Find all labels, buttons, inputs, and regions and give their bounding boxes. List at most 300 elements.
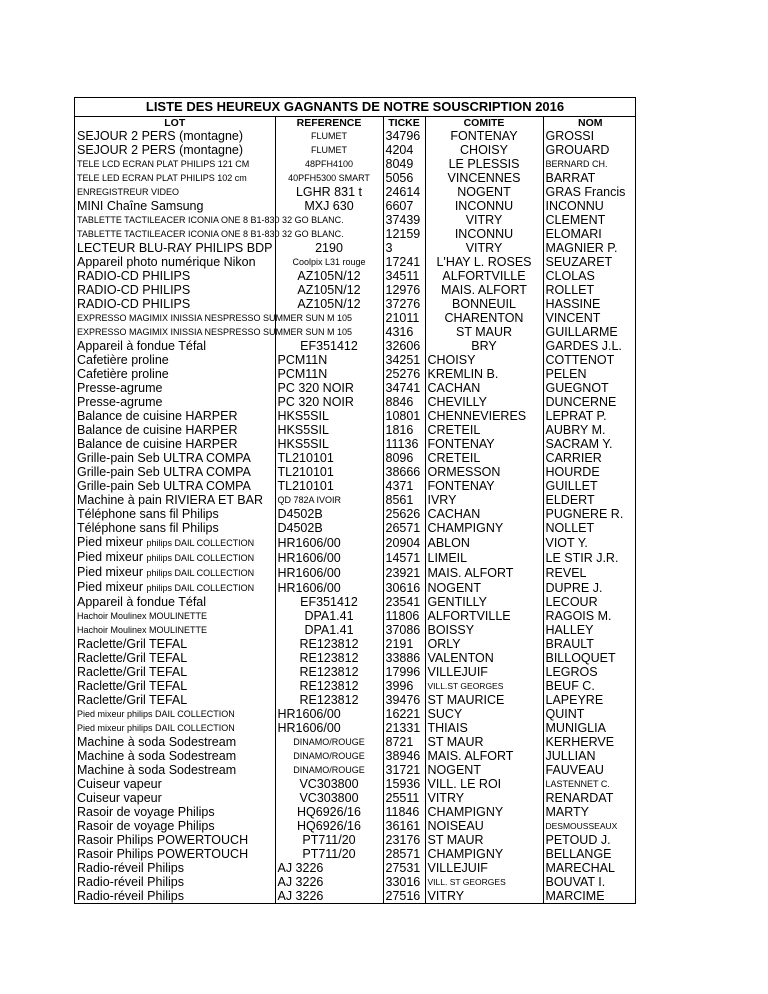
cell-reference: AZ105N/12 bbox=[275, 297, 383, 311]
cell-lot bbox=[75, 889, 275, 903]
cell-lot bbox=[75, 651, 275, 665]
cell-nom: FAUVEAU bbox=[543, 763, 637, 777]
cell-reference: HR1606/00 bbox=[275, 580, 383, 595]
cell-lot bbox=[75, 143, 275, 157]
cell-lot bbox=[75, 199, 275, 213]
lot-text: Radio-réveil Philips bbox=[77, 861, 184, 875]
cell-comite: BOISSY bbox=[425, 623, 543, 637]
cell-nom: MAGNIER P. bbox=[543, 241, 637, 255]
cell-reference: FLUMET bbox=[275, 143, 383, 157]
table-row bbox=[75, 609, 637, 623]
cell-nom: KERHERVE bbox=[543, 735, 637, 749]
cell-comite: ABLON bbox=[425, 535, 543, 550]
table-row bbox=[75, 749, 637, 763]
cell-comite: IVRY bbox=[425, 493, 543, 507]
lot-text: TABLETTE TACTILEACER ICONIA ONE 8 B1-830 32 GO BLANC. bbox=[77, 229, 344, 239]
cell-ticket: 26571 bbox=[383, 521, 425, 535]
cell-nom: MUNIGLIA bbox=[543, 721, 637, 735]
lot-text: Presse-agrume bbox=[77, 381, 163, 395]
lot-text: Raclette/Gril TEFAL bbox=[77, 651, 188, 665]
cell-nom: MARCIME bbox=[543, 889, 637, 903]
table-row bbox=[75, 367, 637, 381]
table-row bbox=[75, 395, 637, 409]
cell-nom: HOURDE bbox=[543, 465, 637, 479]
lot-text: Machine à soda Sodestream bbox=[77, 749, 237, 763]
cell-ticket: 8721 bbox=[383, 735, 425, 749]
table-row bbox=[75, 409, 637, 423]
cell-comite: VILL. LE ROI bbox=[425, 777, 543, 791]
table-row bbox=[75, 157, 637, 171]
cell-lot bbox=[75, 157, 275, 171]
lot-text: Raclette/Gril TEFAL bbox=[77, 679, 188, 693]
table-row bbox=[75, 451, 637, 465]
lot-text: Rasoir de voyage Philips bbox=[77, 805, 215, 819]
lot-text: RADIO-CD PHILIPS bbox=[77, 283, 191, 297]
lot-text: SEJOUR 2 PERS (montagne) bbox=[77, 143, 244, 157]
table-row bbox=[75, 507, 637, 521]
table-row bbox=[75, 735, 637, 749]
cell-lot bbox=[75, 819, 275, 833]
cell-nom: BARRAT bbox=[543, 171, 637, 185]
cell-nom: JULLIAN bbox=[543, 749, 637, 763]
table-row bbox=[75, 861, 637, 875]
cell-nom: GRAS Francis bbox=[543, 185, 637, 199]
cell-comite: VITRY bbox=[425, 241, 543, 255]
cell-ticket: 3996 bbox=[383, 679, 425, 693]
cell-comite: MAIS. ALFORT bbox=[425, 283, 543, 297]
cell-lot bbox=[75, 693, 275, 707]
cell-lot bbox=[75, 805, 275, 819]
lot-text: SEJOUR 2 PERS (montagne) bbox=[77, 129, 244, 143]
cell-ticket: 1816 bbox=[383, 423, 425, 437]
table-row bbox=[75, 875, 637, 889]
cell-ticket: 16221 bbox=[383, 707, 425, 721]
cell-nom: DUNCERNE bbox=[543, 395, 637, 409]
cell-nom: NOLLET bbox=[543, 521, 637, 535]
table-row bbox=[75, 791, 637, 805]
winners-sheet bbox=[74, 97, 636, 904]
table-row bbox=[75, 535, 637, 550]
lot-text: Pied mixeur bbox=[77, 565, 143, 579]
cell-ticket: 8846 bbox=[383, 395, 425, 409]
cell-reference: TL210101 bbox=[275, 479, 383, 493]
cell-ticket: 34741 bbox=[383, 381, 425, 395]
cell-nom: INCONNU bbox=[543, 199, 637, 213]
cell-nom: REVEL bbox=[543, 565, 637, 580]
cell-reference: LGHR 831 t bbox=[275, 185, 383, 199]
cell-ticket: 2191 bbox=[383, 637, 425, 651]
cell-ticket: 8049 bbox=[383, 157, 425, 171]
table-row bbox=[75, 777, 637, 791]
table-row bbox=[75, 763, 637, 777]
cell-nom: CARRIER bbox=[543, 451, 637, 465]
cell-reference: FLUMET bbox=[275, 129, 383, 143]
cell-lot bbox=[75, 367, 275, 381]
cell-ticket: 32606 bbox=[383, 339, 425, 353]
lot-text: Rasoir Philips POWERTOUCH bbox=[77, 847, 249, 861]
table-row bbox=[75, 325, 637, 339]
table-row bbox=[75, 213, 637, 227]
cell-lot bbox=[75, 833, 275, 847]
cell-nom: RENARDAT bbox=[543, 791, 637, 805]
cell-lot bbox=[75, 791, 275, 805]
lot-text: Grille-pain Seb ULTRA COMPA bbox=[77, 479, 251, 493]
table-row bbox=[75, 819, 637, 833]
cell-ticket: 25626 bbox=[383, 507, 425, 521]
cell-reference: HKS5SIL bbox=[275, 437, 383, 451]
table-row bbox=[75, 185, 637, 199]
cell-lot bbox=[75, 423, 275, 437]
cell-ticket: 33016 bbox=[383, 875, 425, 889]
cell-lot bbox=[75, 847, 275, 861]
cell-nom: BELLANGE bbox=[543, 847, 637, 861]
lot-text: Balance de cuisine HARPER bbox=[77, 409, 238, 423]
cell-lot bbox=[75, 535, 275, 550]
lot-text: Cuiseur vapeur bbox=[77, 791, 162, 805]
cell-reference: RE123812 bbox=[275, 651, 383, 665]
cell-lot bbox=[75, 269, 275, 283]
cell-lot bbox=[75, 861, 275, 875]
lot-text: Pied mixeur bbox=[77, 550, 143, 564]
cell-lot bbox=[75, 637, 275, 651]
lot-detail-text: philips DAIL COLLECTION bbox=[146, 538, 255, 548]
table-row bbox=[75, 241, 637, 255]
cell-nom: VINCENT bbox=[543, 311, 637, 325]
table-row bbox=[75, 199, 637, 213]
cell-lot bbox=[75, 465, 275, 479]
cell-reference: D4502B bbox=[275, 521, 383, 535]
cell-comite: CACHAN bbox=[425, 381, 543, 395]
lot-text: Pied mixeur philips DAIL COLLECTION bbox=[77, 723, 235, 733]
table-row bbox=[75, 565, 637, 580]
cell-ticket: 25511 bbox=[383, 791, 425, 805]
cell-lot bbox=[75, 507, 275, 521]
lot-text: Appareil photo numérique Nikon bbox=[77, 255, 256, 269]
cell-lot bbox=[75, 707, 275, 721]
cell-nom: GUILLARME bbox=[543, 325, 637, 339]
table-row bbox=[75, 595, 637, 609]
cell-comite: ST MAUR bbox=[425, 735, 543, 749]
cell-lot bbox=[75, 749, 275, 763]
lot-text: Téléphone sans fil Philips bbox=[77, 507, 219, 521]
cell-comite: CHOISY bbox=[425, 143, 543, 157]
cell-lot bbox=[75, 521, 275, 535]
cell-ticket: 37086 bbox=[383, 623, 425, 637]
cell-comite: ST MAUR bbox=[425, 325, 543, 339]
winners-table bbox=[75, 117, 637, 903]
lot-text: Radio-réveil Philips bbox=[77, 875, 184, 889]
cell-reference: AJ 3226 bbox=[275, 875, 383, 889]
table-row bbox=[75, 479, 637, 493]
lot-text: TELE LED ECRAN PLAT PHILIPS 102 cm bbox=[77, 173, 247, 183]
lot-text: Raclette/Gril TEFAL bbox=[77, 637, 188, 651]
cell-lot bbox=[75, 580, 275, 595]
cell-ticket: 23541 bbox=[383, 595, 425, 609]
lot-detail-text: philips DAIL COLLECTION bbox=[146, 568, 255, 578]
cell-ticket: 39476 bbox=[383, 693, 425, 707]
cell-nom: ROLLET bbox=[543, 283, 637, 297]
table-row bbox=[75, 693, 637, 707]
cell-lot bbox=[75, 227, 344, 241]
cell-reference: Coolpix L31 rouge bbox=[275, 255, 383, 269]
cell-lot bbox=[75, 339, 275, 353]
cell-comite: NOGENT bbox=[425, 580, 543, 595]
cell-reference: D4502B bbox=[275, 507, 383, 521]
cell-lot bbox=[75, 171, 275, 185]
cell-ticket: 11806 bbox=[383, 609, 425, 623]
cell-lot bbox=[75, 213, 344, 227]
lot-text: LECTEUR BLU-RAY PHILIPS BDP bbox=[77, 241, 273, 255]
cell-lot bbox=[75, 451, 275, 465]
lot-text: ENREGISTREUR VIDEO bbox=[77, 187, 180, 197]
cell-reference: DPA1.41 bbox=[275, 609, 383, 623]
cell-nom: PUGNERE R. bbox=[543, 507, 637, 521]
cell-ticket: 30616 bbox=[383, 580, 425, 595]
cell-ticket: 8096 bbox=[383, 451, 425, 465]
cell-reference: DINAMO/ROUGE bbox=[275, 749, 383, 763]
cell-reference: RE123812 bbox=[275, 679, 383, 693]
cell-nom: HASSINE bbox=[543, 297, 637, 311]
cell-lot bbox=[75, 479, 275, 493]
table-row bbox=[75, 269, 637, 283]
lot-text: MINI Chaîne Samsung bbox=[77, 199, 204, 213]
cell-lot bbox=[75, 311, 353, 325]
lot-text: Cuiseur vapeur bbox=[77, 777, 162, 791]
cell-reference: HR1606/00 bbox=[275, 550, 383, 565]
cell-ticket: 15936 bbox=[383, 777, 425, 791]
cell-nom: BOUVAT I. bbox=[543, 875, 637, 889]
cell-lot bbox=[75, 735, 275, 749]
table-row bbox=[75, 353, 637, 367]
cell-ticket: 37439 bbox=[383, 213, 425, 227]
cell-nom: CLOLAS bbox=[543, 269, 637, 283]
cell-nom: LASTENNET C. bbox=[543, 777, 637, 791]
table-row bbox=[75, 521, 637, 535]
cell-nom: ELDERT bbox=[543, 493, 637, 507]
cell-ticket: 6607 bbox=[383, 199, 425, 213]
cell-ticket: 21011 bbox=[383, 311, 425, 325]
cell-ticket: 20904 bbox=[383, 535, 425, 550]
cell-reference: EF351412 bbox=[275, 339, 383, 353]
cell-reference: PT711/20 bbox=[275, 833, 383, 847]
cell-reference: 2190 bbox=[275, 241, 383, 255]
cell-comite: MAIS. ALFORT bbox=[425, 749, 543, 763]
lot-text: Grille-pain Seb ULTRA COMPA bbox=[77, 451, 251, 465]
cell-reference: 40PFH5300 SMART bbox=[275, 171, 383, 185]
sheet-title: LISTE DES HEUREUX GAGNANTS DE NOTRE SOUSCRIPTION 2016 bbox=[75, 98, 635, 117]
cell-ticket: 17241 bbox=[383, 255, 425, 269]
cell-comite: FONTENAY bbox=[425, 437, 543, 451]
lot-text: Pied mixeur bbox=[77, 535, 143, 549]
cell-ticket: 24614 bbox=[383, 185, 425, 199]
cell-comite: NOISEAU bbox=[425, 819, 543, 833]
cell-lot bbox=[75, 665, 275, 679]
table-row bbox=[75, 311, 637, 325]
table-row bbox=[75, 171, 637, 185]
header-lot: LOT bbox=[164, 117, 186, 129]
cell-ticket: 10801 bbox=[383, 409, 425, 423]
table-row bbox=[75, 623, 637, 637]
cell-comite: CHAMPIGNY bbox=[425, 847, 543, 861]
table-row bbox=[75, 889, 637, 903]
cell-ticket: 14571 bbox=[383, 550, 425, 565]
cell-nom: DESMOUSSEAUX bbox=[543, 819, 637, 833]
cell-nom: PETOUD J. bbox=[543, 833, 637, 847]
table-row bbox=[75, 651, 637, 665]
cell-reference: HKS5SIL bbox=[275, 423, 383, 437]
table-row bbox=[75, 297, 637, 311]
cell-reference: AJ 3226 bbox=[275, 861, 383, 875]
table-row bbox=[75, 283, 637, 297]
cell-reference: PT711/20 bbox=[275, 847, 383, 861]
cell-ticket: 28571 bbox=[383, 847, 425, 861]
cell-ticket: 11846 bbox=[383, 805, 425, 819]
header-row bbox=[75, 117, 637, 129]
cell-comite: VILLEJUIF bbox=[425, 861, 543, 875]
cell-lot bbox=[75, 875, 275, 889]
cell-nom: LAPEYRE bbox=[543, 693, 637, 707]
cell-ticket: 27531 bbox=[383, 861, 425, 875]
lot-text: Appareil à fondue Téfal bbox=[77, 595, 207, 609]
cell-nom: GROSSI bbox=[543, 129, 637, 143]
cell-nom: COTTENOT bbox=[543, 353, 637, 367]
cell-lot bbox=[75, 395, 275, 409]
lot-text: Machine à pain RIVIERA ET BAR bbox=[77, 493, 263, 507]
cell-reference: MXJ 630 bbox=[275, 199, 383, 213]
cell-reference: 48PFH4100 bbox=[275, 157, 383, 171]
lot-text: Presse-agrume bbox=[77, 395, 163, 409]
cell-comite: VITRY bbox=[425, 213, 543, 227]
cell-lot bbox=[75, 679, 275, 693]
cell-reference: RE123812 bbox=[275, 637, 383, 651]
cell-lot bbox=[75, 185, 275, 199]
lot-text: RADIO-CD PHILIPS bbox=[77, 269, 191, 283]
cell-lot bbox=[75, 595, 275, 609]
lot-text: Machine à soda Sodestream bbox=[77, 735, 237, 749]
lot-text: Hachoir Moulinex MOULINETTE bbox=[77, 625, 208, 635]
lot-text: Balance de cuisine HARPER bbox=[77, 437, 238, 451]
table-row bbox=[75, 381, 637, 395]
cell-nom: GARDES J.L. bbox=[543, 339, 637, 353]
cell-lot bbox=[75, 409, 275, 423]
cell-reference: AZ105N/12 bbox=[275, 283, 383, 297]
cell-comite: CHARENTON bbox=[425, 311, 543, 325]
lot-text: EXPRESSO MAGIMIX INISSIA NESPRESSO SUMMER SUN M 105 bbox=[77, 327, 353, 337]
lot-text: TABLETTE TACTILEACER ICONIA ONE 8 B1-830 32 GO BLANC. bbox=[77, 215, 344, 225]
cell-reference: VC303800 bbox=[275, 777, 383, 791]
cell-nom: RAGOIS M. bbox=[543, 609, 637, 623]
header-comite: COMITE bbox=[425, 117, 543, 129]
cell-lot bbox=[75, 609, 275, 623]
header-reference: REFERENCE bbox=[275, 117, 383, 129]
cell-lot bbox=[75, 623, 275, 637]
header-ticket: TICKE bbox=[383, 117, 425, 129]
cell-reference: PC 320 NOIR bbox=[275, 395, 383, 409]
cell-comite: CHAMPIGNY bbox=[425, 521, 543, 535]
cell-nom: LECOUR bbox=[543, 595, 637, 609]
cell-lot bbox=[75, 283, 275, 297]
cell-ticket: 33886 bbox=[383, 651, 425, 665]
cell-nom: BILLOQUET bbox=[543, 651, 637, 665]
cell-reference: TL210101 bbox=[275, 451, 383, 465]
lot-text: Pied mixeur bbox=[77, 580, 143, 594]
cell-ticket: 12976 bbox=[383, 283, 425, 297]
cell-lot bbox=[75, 777, 275, 791]
cell-ticket: 36161 bbox=[383, 819, 425, 833]
cell-ticket: 17996 bbox=[383, 665, 425, 679]
cell-lot bbox=[75, 721, 275, 735]
lot-text: Grille-pain Seb ULTRA COMPA bbox=[77, 465, 251, 479]
cell-comite: BONNEUIL bbox=[425, 297, 543, 311]
lot-text: Raclette/Gril TEFAL bbox=[77, 665, 188, 679]
cell-ticket: 37276 bbox=[383, 297, 425, 311]
lot-detail-text: philips DAIL COLLECTION bbox=[146, 553, 255, 563]
lot-text: Cafetière proline bbox=[77, 353, 169, 367]
table-row bbox=[75, 423, 637, 437]
cell-comite: INCONNU bbox=[425, 227, 543, 241]
table-row bbox=[75, 637, 637, 651]
lot-text: Cafetière proline bbox=[77, 367, 169, 381]
cell-comite: VALENTON bbox=[425, 651, 543, 665]
lot-text: Hachoir Moulinex MOULINETTE bbox=[77, 611, 208, 621]
cell-ticket: 25276 bbox=[383, 367, 425, 381]
cell-reference: HQ6926/16 bbox=[275, 805, 383, 819]
cell-comite: GENTILLY bbox=[425, 595, 543, 609]
table-row bbox=[75, 550, 637, 565]
cell-ticket: 4371 bbox=[383, 479, 425, 493]
lot-text: Pied mixeur philips DAIL COLLECTION bbox=[77, 709, 235, 719]
cell-nom: VIOT Y. bbox=[543, 535, 637, 550]
table-row bbox=[75, 493, 637, 507]
cell-lot bbox=[75, 297, 275, 311]
cell-ticket: 12159 bbox=[383, 227, 425, 241]
cell-nom: GUEGNOT bbox=[543, 381, 637, 395]
cell-reference: PCM11N bbox=[275, 367, 383, 381]
cell-reference: PCM11N bbox=[275, 353, 383, 367]
cell-nom: LEGROS bbox=[543, 665, 637, 679]
cell-reference: HQ6926/16 bbox=[275, 819, 383, 833]
cell-nom: GUILLET bbox=[543, 479, 637, 493]
cell-comite: KREMLIN B. bbox=[425, 367, 543, 381]
cell-reference: AZ105N/12 bbox=[275, 269, 383, 283]
table-row bbox=[75, 227, 637, 241]
cell-reference: VC303800 bbox=[275, 791, 383, 805]
cell-reference: RE123812 bbox=[275, 693, 383, 707]
cell-ticket: 27516 bbox=[383, 889, 425, 903]
cell-reference: HR1606/00 bbox=[275, 721, 383, 735]
cell-comite: LE PLESSIS bbox=[425, 157, 543, 171]
cell-reference: TL210101 bbox=[275, 465, 383, 479]
cell-nom: GROUARD bbox=[543, 143, 637, 157]
cell-nom: PELEN bbox=[543, 367, 637, 381]
cell-comite: ORMESSON bbox=[425, 465, 543, 479]
cell-reference: EF351412 bbox=[275, 595, 383, 609]
cell-nom: AUBRY M. bbox=[543, 423, 637, 437]
cell-ticket: 21331 bbox=[383, 721, 425, 735]
cell-lot bbox=[75, 437, 275, 451]
cell-comite: LIMEIL bbox=[425, 550, 543, 565]
cell-comite: NOGENT bbox=[425, 185, 543, 199]
cell-nom: LEPRAT P. bbox=[543, 409, 637, 423]
table-row bbox=[75, 665, 637, 679]
cell-ticket: 23921 bbox=[383, 565, 425, 580]
cell-reference: DPA1.41 bbox=[275, 623, 383, 637]
table-row bbox=[75, 465, 637, 479]
lot-text: TELE LCD ECRAN PLAT PHILIPS 121 CM bbox=[77, 159, 250, 169]
cell-ticket: 5056 bbox=[383, 171, 425, 185]
cell-comite: INCONNU bbox=[425, 199, 543, 213]
cell-ticket: 4204 bbox=[383, 143, 425, 157]
